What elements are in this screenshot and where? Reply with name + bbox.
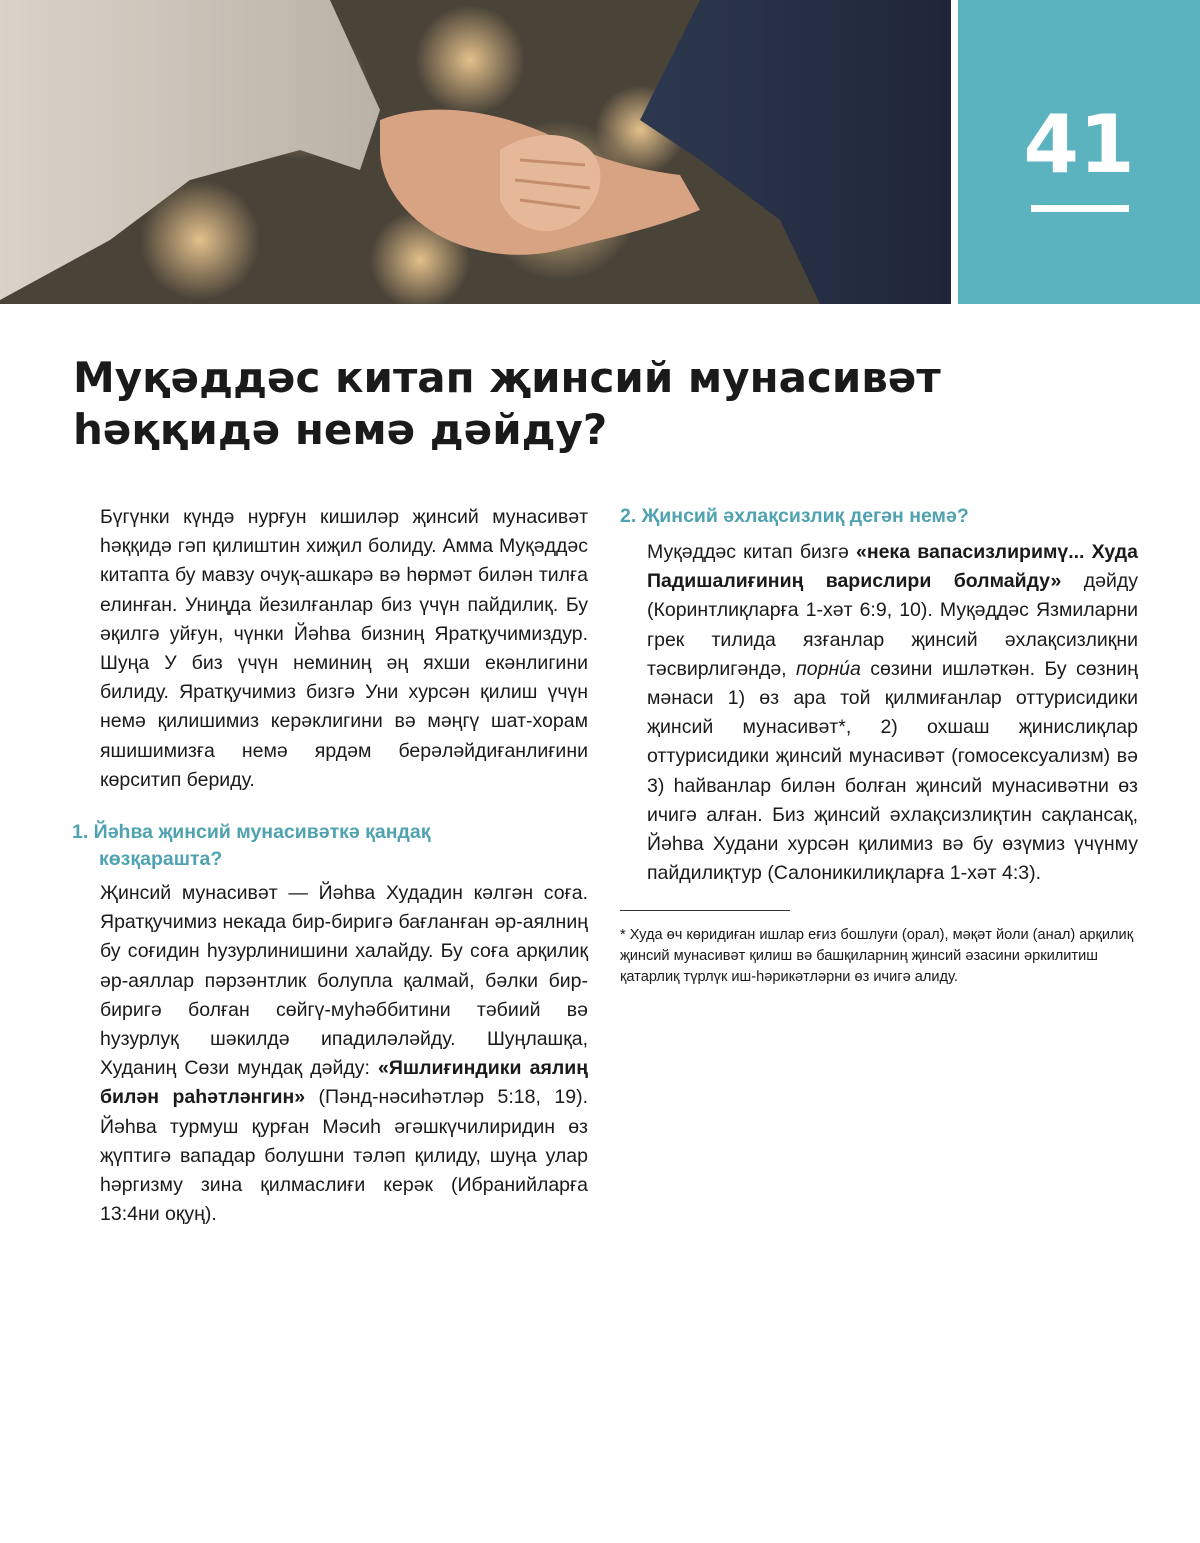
page-title-line2: һәққидә немә дәйду?	[73, 405, 608, 454]
footnote-divider	[620, 910, 790, 911]
page-title	[73, 352, 1123, 456]
lesson-number-underline	[1031, 205, 1129, 212]
right-column	[620, 503, 1138, 988]
section1-quote: «Яшлиғиндики аялиң билән раһәтләнгин»	[100, 1057, 588, 1109]
intro-paragraph: Бүгүнки күндә нурғун кишиләр җинсий мунасивәт һәққидә гәп қилиштин хиҗил болиду. Амма Муқәддәс китапта бу мавзу очуқ-ашкарә вә һөрмәт билән тилға елинған. Униңда йезилғанлар биз үчүн пайдилиқ. Бу әқилгә уйғун, чүнки Йәһва бизниң Яратқучимиздур. Шуңа У биз үчүн неминиң әң яхши екәнлигини билиду. Яратқучимиз бизгә Уни хурсән қилиш үчүн немә қилишимиз керәклигини вә мәңгү шат-хорам яшишимизға немә ярдәм берәләйдиғанлиғини көрситип бериду.	[100, 506, 588, 791]
section2-heading: 2. Җинсий әхлақсизлиқ дегән немә?	[620, 505, 969, 527]
section2-quote: «нека вапасизлиримү... Худа Падишалиғиниң варислири болмайду»	[647, 541, 1138, 593]
section1-text-before: Җинсий мунасивәт — Йәһва Худадин кәлгән соға. Яратқучимиз некада бир-биригә бағланған әр-аялниң бу соғидин һузурлинишини халайду. Бу соға арқилиқ әр-аяллар пәрзәнтлик болупла қалмай, бәлки бир-биригә болған сөйгү-муһәббитини тәбиий вә һузурлуқ шәкилдә ипадиләләйду. Шуңлашқа, Худаниң Сөзи мундақ дәйду:	[100, 882, 588, 1080]
section1-paragraph	[100, 879, 588, 1229]
footnote: * Худа өч көридиған ишлар еғиз бошлуғи (орал), мәқәт йоли (анал) арқилиқ җинсий мунасивәт қилиш вә башқиларниң җинсий әзасини әркилитиш қатарлиқ түрлүк иш-һәрикәтләрни өз ичигә алиду.	[620, 927, 1134, 986]
section1-heading-line1: 1. Йәһва җинсий мунасивәткә қандақ	[72, 821, 431, 844]
hero-illustration	[0, 0, 951, 304]
section2-paragraph	[620, 538, 1138, 888]
section2-text-mid1: дәйду (Коринтлиқларға 1-хәт 6:9, 10). Муқәддәс Язмиларни грек тилида язғанлар җинсий әхлақсизлиқни тәсвирлигәндә,	[647, 570, 1138, 680]
hero-photo-holding-hands	[0, 0, 951, 304]
lesson-number: 41	[1023, 98, 1135, 191]
section2-text-before: Муқәддәс китап бизгә	[647, 541, 856, 563]
lesson-number-box	[958, 0, 1200, 304]
left-column	[72, 503, 588, 1229]
section2-text-mid2: сөзини ишләткән. Бу сөзниң мәнаси 1) өз ара той қилмиғанлар оттурисидики җинсий мунасивәт*, 2) охшаш җинислиқлар оттурисидики җинсий мунасивәт (гомосексуализм) вә 3) һайванлар билән болған җинсий мунасивәтни өз ичигә алған. Биз җинсий әхлақсизлиқтин сақлансақ, Йәһва Худани хурсән қилимиз вә бу өзүмиз үчүнму пайдилиқтур (Салоникилиқларға 1-хәт 4:3).	[647, 657, 1138, 885]
section1-text-after: (Пәнд-нәсиһәтләр 5:18, 19). Йәһва турмуш қурған Мәсиһ әгәшкүчилиридин өз җүптигә вападар болушни тәләп қилиду, шуңа улар һәргизму зина қилмаслиғи керәк (Ибранийларға 13:4ни оқуң).	[100, 1086, 588, 1226]
page-title-line1: Муқәддәс китап җинсий мунасивәт	[73, 353, 941, 402]
section2-greek-word: порни́а	[796, 657, 861, 680]
section1-heading-line2: көзқарашта?	[99, 848, 223, 871]
section1-heading	[72, 819, 588, 873]
